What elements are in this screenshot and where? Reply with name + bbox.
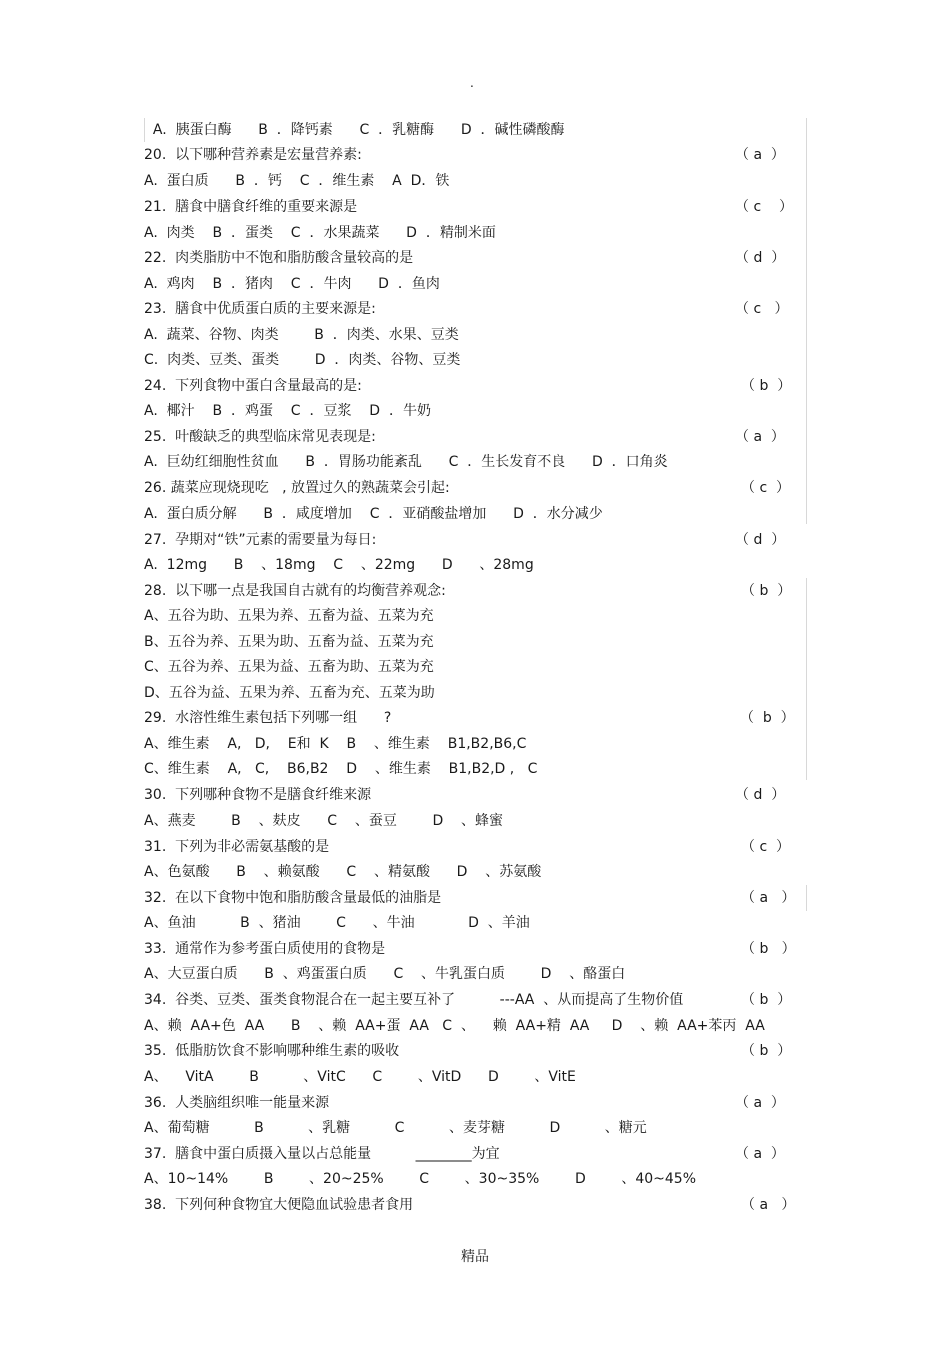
question-stem: 38. 下列何种食物宜大便隐血试验患者食用 — [144, 1197, 414, 1213]
margin-line-right — [806, 885, 807, 911]
question-options: A、维生素 A, D, E和 K B 、维生素 B1,B2,B6,C — [144, 736, 527, 752]
question-stem: 36. 人类脑组织唯一能量来源 — [144, 1095, 330, 1111]
answer-key: （ a ） — [741, 1197, 796, 1213]
question-options: A. 胰蛋白酶 B ．降钙素 C ．乳糖酶 D ．碱性磷酸酶 — [144, 122, 565, 138]
question-options: A. 肉类 B ．蛋类 C ．水果蔬菜 D ．精制米面 — [144, 225, 496, 241]
answer-key: （ a ） — [735, 1095, 785, 1111]
question-stem: 31. 下列为非必需氨基酸的是 — [144, 839, 330, 855]
question-options: A、色氨酸 B 、赖氨酸 C 、精氨酸 D 、苏氨酸 — [144, 864, 542, 880]
question-options: A、葡萄糖 B 、乳糖 C 、麦芽糖 D 、糖元 — [144, 1120, 647, 1136]
question-stem: 26. 蔬菜应现烧现吃 , 放置过久的熟蔬菜会引起: — [144, 480, 450, 496]
answer-key: （ b ） — [741, 992, 792, 1008]
question-options: B、五谷为养、五果为助、五畜为益、五菜为充 — [144, 634, 434, 650]
margin-line-right — [806, 118, 807, 524]
answer-key: （ c ） — [741, 480, 791, 496]
answer-key: （ b ） — [740, 710, 795, 726]
question-stem: 33. 通常作为参考蛋白质使用的食物是 — [144, 941, 386, 957]
answer-key: （ d ） — [735, 250, 786, 266]
question-options: A、大豆蛋白质 B 、鸡蛋蛋白质 C 、牛乳蛋白质 D 、酪蛋白 — [144, 966, 626, 982]
answer-key: （ d ） — [735, 787, 786, 803]
answer-key: （ a ） — [735, 1146, 785, 1162]
question-stem: 21. 膳食中膳食纤维的重要来源是 — [144, 199, 358, 215]
question-options: C、维生素 A, C, B6,B2 D 、维生素 B1,B2,D , C — [144, 761, 538, 777]
question-options: D、五谷为益、五果为养、五畜为充、五菜为助 — [144, 685, 435, 701]
question-options: A、鱼油 B 、猪油 C 、牛油 D 、羊油 — [144, 915, 530, 931]
question-options: A. 蛋白质 B ．钙 C ．维生素 A D．铁 — [144, 173, 450, 189]
question-stem: 34. 谷类、豆类、蛋类食物混合在一起主要互补了 ---AA 、从而提高了生物价值 — [144, 992, 684, 1008]
answer-key: （ b ） — [741, 941, 796, 957]
question-stem: 25. 叶酸缺乏的典型临床常见表现是: — [144, 429, 376, 445]
question-options: A. 蔬菜、谷物、肉类 B ．肉类、水果、豆类 — [144, 327, 459, 343]
question-options: A. 巨幼红细胞性贫血 B ．胃肠功能紊乱 C ．生长发育不良 D ．口角炎 — [144, 454, 668, 470]
margin-line-right — [806, 578, 807, 780]
answer-key: （ b ） — [741, 378, 792, 394]
question-options: A、燕麦 B 、麸皮 C 、蚕豆 D 、蜂蜜 — [144, 813, 504, 829]
question-options: C. 肉类、豆类、蛋类 D ．肉类、谷物、豆类 — [144, 352, 461, 368]
question-options: A、赖 AA+色 AA B 、赖 AA+蛋 AA C 、 赖 AA+精 AA D 、赖 AA+苯丙 AA — [144, 1018, 765, 1034]
question-stem: 29. 水溶性维生素包括下列哪一组 ? — [144, 710, 392, 726]
question-stem: 24. 下列食物中蛋白含量最高的是: — [144, 378, 362, 394]
answer-key: （ c ） — [735, 301, 789, 317]
question-stem: 30. 下列哪种食物不是膳食纤维来源 — [144, 787, 372, 803]
question-stem: 20. 以下哪种营养素是宏量营养素: — [144, 147, 362, 163]
answer-key: （ d ） — [735, 532, 786, 548]
answer-key: （ b ） — [741, 583, 792, 599]
question-stem: 22. 肉类脂肪中不饱和脂肪酸含量较高的是 — [144, 250, 414, 266]
question-options: A. 椰汁 B ．鸡蛋 C ．豆浆 D ．牛奶 — [144, 403, 431, 419]
question-options: A、 VitA B 、VitC C 、VitD D 、VitE — [144, 1069, 576, 1085]
answer-key: （ c ） — [735, 199, 793, 215]
question-options: A. 蛋白质分解 B ．咸度增加 C ．亚硝酸盐增加 D ．水分减少 — [144, 506, 603, 522]
answer-key: （ a ） — [735, 147, 785, 163]
question-stem: 35. 低脂肪饮食不影响哪种维生素的吸收 — [144, 1043, 400, 1059]
question-options: A、10~14% B 、20~25% C 、30~35% D 、40~45% — [144, 1171, 696, 1187]
question-stem: 37. 膳食中蛋白质摄入量以占总能量 ________为宜 — [144, 1146, 500, 1162]
question-stem: 27. 孕期对“铁”元素的需要量为每日: — [144, 532, 377, 548]
question-options: A. 12mg B 、18mg C 、22mg D 、28mg — [144, 557, 534, 573]
question-stem: 32. 在以下食物中饱和脂肪酸含量最低的油脂是 — [144, 890, 442, 906]
header-mark: . — [470, 76, 474, 90]
answer-key: （ a ） — [735, 429, 785, 445]
question-options: A、五谷为助、五果为养、五畜为益、五菜为充 — [144, 608, 434, 624]
question-stem: 23. 膳食中优质蛋白质的主要来源是: — [144, 301, 376, 317]
answer-key: （ a ） — [741, 890, 796, 906]
page-footer: 精品 — [461, 1249, 489, 1265]
question-options: A. 鸡肉 B ．猪肉 C ．牛肉 D ．鱼肉 — [144, 276, 440, 292]
question-options: C、五谷为养、五果为益、五畜为助、五菜为充 — [144, 659, 434, 675]
question-stem: 28. 以下哪一点是我国自古就有的均衡营养观念: — [144, 583, 446, 599]
answer-key: （ b ） — [741, 1043, 792, 1059]
answer-key: （ c ） — [741, 839, 791, 855]
